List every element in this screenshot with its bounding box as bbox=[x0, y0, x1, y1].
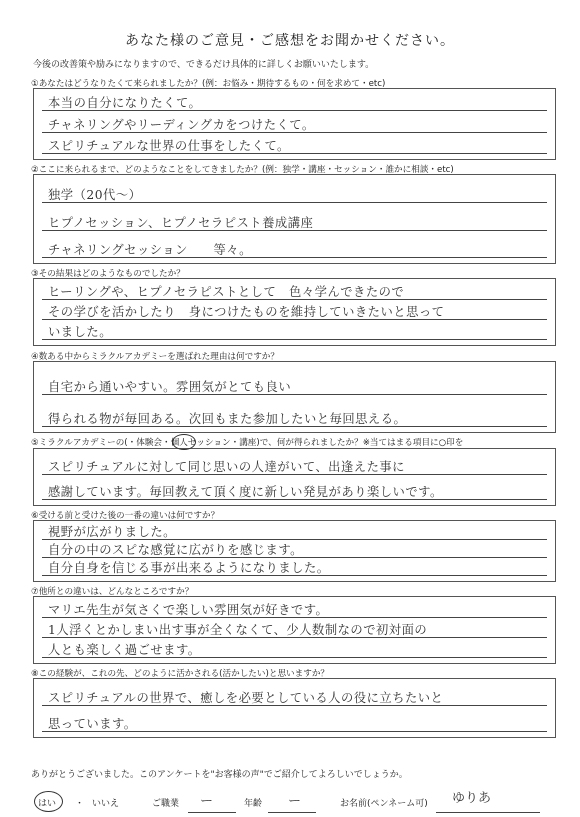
answer-box[interactable] bbox=[33, 174, 556, 264]
handwritten-answer-line: 1人浮くとかしまい出す事が全くなくて、少人数制なので初対面の bbox=[48, 623, 428, 637]
question-label: ①あなたはどうなりたくて来られましたか？(例：お悩み・期待するもの・何を求めて・etc) bbox=[31, 79, 386, 89]
intro-text: 今後の改善策や励みになりますので、できるだけ具体的に詳しくお願いいたします。 bbox=[33, 60, 375, 70]
handwritten-answer-line: ヒーリングや、ヒプノセラピストとして 色々学んできたので bbox=[48, 285, 405, 299]
occupation-value: ー bbox=[200, 794, 214, 809]
page-title: あなた様のご意見・ご感想をお聞かせください。 bbox=[125, 33, 455, 49]
age-value: ー bbox=[288, 794, 302, 809]
handwritten-answer-line: 視野が広がりました。 bbox=[48, 525, 176, 539]
question-label: ⑥受ける前と受けた後の一番の違いは何ですか？ bbox=[31, 511, 220, 521]
question-label: ②ここに来られるまで、どのようなことをしてきましたか？(例：独学・講座・セッション・誰かに相談・etc) bbox=[31, 165, 454, 175]
handwritten-answer-line: チャネリングセッション 等々。 bbox=[48, 243, 252, 257]
question-label: ⑤ミラクルアカデミーの(・体験会・個人セッション・講座)で、何が得られましたか？※当てはまる項目に○印を bbox=[31, 438, 464, 448]
consent-no[interactable]: いいえ bbox=[92, 799, 120, 809]
yes-circle-mark bbox=[34, 791, 63, 812]
answer-box[interactable] bbox=[33, 596, 556, 664]
handwritten-answer-line: スピリチュアルの世界で、癒しを必要としている人の役に立ちたいと bbox=[48, 691, 444, 705]
handwritten-answer-line: 人とも楽しく過ごせます。 bbox=[48, 643, 201, 657]
handwritten-answer-line: ヒプノセッション、ヒプノセラピスト養成講座 bbox=[48, 216, 314, 230]
name-value: ゆりあ bbox=[452, 791, 492, 806]
question-label: ④数ある中からミラクルアカデミーを選ばれた理由は何ですか？ bbox=[31, 352, 279, 362]
answer-rule-line bbox=[42, 339, 547, 340]
handwritten-answer-line: スピリチュアルな世界の仕事をしたくて。 bbox=[48, 139, 290, 153]
question-label: ⑧この経験が、これの先、どのように活かされる(活かしたい)と思いますか？ bbox=[31, 669, 330, 679]
thanks-text: ありがとうございました。このアンケートを"お客様の声"でご紹介してよろしいでしょうか。 bbox=[31, 770, 408, 780]
answer-box[interactable] bbox=[33, 361, 556, 433]
handwritten-answer-line: 自分自身を信じる事が出来るようになりました。 bbox=[48, 561, 330, 575]
consent-separator: ・ bbox=[75, 799, 85, 809]
occupation-underline bbox=[188, 812, 236, 813]
handwritten-answer-line: スピリチュアルに対して同じ思いの人達がいて、出逢えた事に bbox=[48, 460, 405, 474]
handwritten-answer-line: マリエ先生が気さくで楽しい雰囲気が好きです。 bbox=[48, 603, 329, 617]
answer-box[interactable] bbox=[33, 88, 556, 160]
age-label: 年齢 bbox=[244, 799, 263, 809]
handwritten-answer-line: 自宅から通いやすい。雰囲気がとても良い bbox=[48, 380, 292, 394]
answer-box[interactable] bbox=[33, 678, 556, 738]
handwritten-answer-line: その学びを活かしたり 身につけたものを維持していきたいと思って bbox=[48, 305, 445, 319]
name-label: お名前(ペンネーム可) bbox=[340, 799, 428, 809]
handwritten-answer-line: 独学（20代〜） bbox=[48, 188, 142, 202]
selected-option-circle-mark bbox=[172, 434, 196, 450]
name-underline bbox=[436, 812, 540, 813]
handwritten-answer-line: 自分の中のスピな感覚に広がりを感じます。 bbox=[48, 543, 303, 557]
handwritten-answer-line: 本当の自分になりたくて。 bbox=[48, 96, 202, 110]
handwritten-answer-line: 感謝しています。毎回教えて頂く度に新しい発見があり楽しいです。 bbox=[48, 485, 443, 499]
consent-yes[interactable]: はい bbox=[38, 799, 57, 809]
age-underline bbox=[268, 812, 316, 813]
answer-box[interactable] bbox=[33, 520, 556, 582]
answer-box[interactable] bbox=[33, 278, 556, 346]
answer-box[interactable] bbox=[33, 448, 556, 506]
handwritten-answer-line: 得られる物が毎回ある。次回もまた参加したいと毎回思える。 bbox=[48, 412, 407, 426]
question-label: ⑦他所との違いは、どんなところですか？ bbox=[31, 587, 194, 597]
handwritten-answer-line: いました。 bbox=[48, 325, 112, 339]
handwritten-answer-line: 思っています。 bbox=[48, 717, 137, 731]
handwritten-answer-line: チャネリングやリーディングカをつけたくて。 bbox=[48, 118, 315, 132]
question-label: ③その結果はどのようなものでしたか？ bbox=[31, 269, 185, 279]
occupation-label: ご職業 bbox=[152, 799, 180, 809]
